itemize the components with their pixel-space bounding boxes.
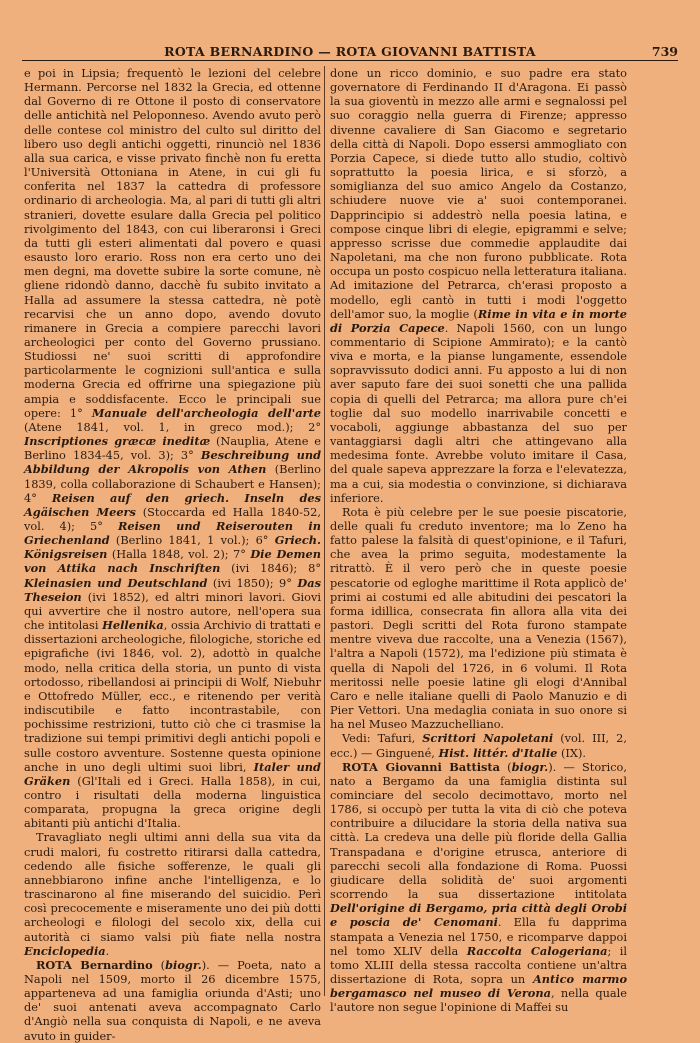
text-run: (Gl'Itali ed i Greci. Halla 1858), in cui, contro i risultati della moderna linguistica comparata, propugna la greca origine degli abitanti più antichi d'Italia. bbox=[24, 773, 321, 831]
italic-title: Kleinasien und Deutschland bbox=[24, 575, 208, 590]
text-run: (ivi 1852), ed altri minori lavori. Giovi qui avvertire che il nostro autore, nell'opera sua che intitolasi bbox=[24, 589, 321, 633]
text-run: (Atene 1841, vol. 1, in greco mod.); 2° bbox=[24, 419, 321, 434]
entry-heading: ROTA Bernardino bbox=[36, 957, 153, 972]
text-run: ( bbox=[152, 957, 166, 972]
italic-title: Antico marmo bergamasco nel museo di Verona bbox=[330, 972, 628, 1001]
running-header bbox=[22, 40, 678, 61]
right-column bbox=[330, 66, 627, 1014]
paragraph bbox=[24, 66, 321, 830]
paragraph bbox=[24, 830, 321, 957]
text-run: . Napoli 1560, con un lungo commentario di Scipione Ammirato); e la cantò viva e morta, e la pianse lungamente, essendole sopravvissuto dodici anni. Fu apposto a lui di non aver saputo fare dei suoi sonetti che una pallida copia di quelli del Petrarca; ma allora pure ch'ei toglie dal suo modello inarrivabile concetti e vocaboli, aggiunge abbastanza del suo per vantaggiarsi dagli altri che attingevano alla medesima fonte. Avrebbe voluto imitare il Casa, del quale sapeva apprezzare la forza e l'elevatezza, ma a cui, sia modestia o convinzione, si dichiarava inferiore. bbox=[330, 320, 627, 505]
text-run: ; il tomo XLIII della stessa raccolta contiene un'altra dissertazione di Rota, sopra un bbox=[330, 943, 627, 986]
text-run: , nella quale l'autore non segue l'opinione di Maffei su bbox=[330, 986, 627, 1015]
text-run: (ivi 1846); 8° bbox=[220, 561, 321, 576]
italic-title: Die Demen von Attika nach Inschriften bbox=[24, 547, 321, 576]
text-run: Travagliato negli ultimi anni della sua vita da crudi malori, fu costretto ritirarsi dalla cattedra, cedendo alle fisiche sofferenze, le quali gli annebbiarono infine anche l'intelligenza, e lo trascinarono al fine miserando del suicidio. Perì così precocemente e miseramente uno dei più dotti archeologi e filologi del secolo xix, della cui autorità ci siamo valsi più fiate nella nostra bbox=[24, 830, 321, 944]
italic-title: Scrittori Napoletani bbox=[422, 731, 554, 746]
text-run: e poi in Lipsia; frequentò le lezioni del celebre Hermann. Percorse nel 1832 la Grecia, ed ottenne dal Governo di re Ottone il posto di conservatore delle antichità nel Peloponneso. Avendo avuto però delle contese col ministro del culto sul diritto del libero uso degli antichi oggetti, rinunciò nel 1836 alla sua carica, e visse privato finchè non fu eretta l'Università Ottoniana in Atene, in cui gli fu conferita nel 1837 la cattedra di professore ordinario di archeologia. Ma, al pari di tutti gli altri stranieri, dovette esulare dalla Grecia pel politico rivolgimento del 1843, con cui liberaronsi i Greci da tutti gli esteri alimentati dal povero e quasi esausto loro erario. Ross non era certo uno dei men degni, ma dovette subire la sorte comune, nè gliene ridondò danno, dacchè fu subito invitato a Halla ad assumere la stessa cattedra, nè potè recarvisi che un anno dopo, avendo dovuto rimanere in Grecia a compiere parecchi lavori archeologici per conto del Governo prussiano. Studiossi ne' suoi scritti di approfondire particolarmente le cognizioni sull'antica e sulla moderna Grecia ed offrirne una spiegazione più ampia e soddisfacente. Ecco le principali sue opere: 1° bbox=[24, 66, 322, 420]
italic-title: Italer und Gräken bbox=[24, 759, 321, 788]
text-run: Rota è più celebre per le sue poesie piscatorie, delle quali fu creduto inventore; ma lo Zeno ha fatto palese la falsità di quest'opinione, e il Tafuri, che avea la primo seguita, modestamente la ritrattò. È il vero però che in queste poesie pescatorie od egloghe marittime il Rota applicò de' primi ai costumi ed alle abitudini dei pescatori la forma idillica, consecrata fin allora alla vita dei pastori. Degli scritti del Rota furono stampate mentre viveva due raccolte, una a Venezia (1567), l'altra a Napoli (1572), ma l'edizione più stimata è quella di Napoli del 1726, in 6 volumi. Il Rota meritossi nelle poesie latine gli elogi d'Annibal Caro e nelle italiane quelli di Paolo Manuzio e di Pier Vettori. Una medaglia coniata in suo onore si ha nel Museo Mazzuchelliano. bbox=[330, 504, 627, 732]
text-run: . Ella fu dapprima stampata a Venezia nel 1750, e ricomparve dappoi nel tomo XLIV della bbox=[330, 915, 627, 958]
paragraph bbox=[330, 66, 627, 505]
paragraph bbox=[24, 958, 321, 1043]
italic-title: Dell'origine di Bergamo, pria città degli Orobi e poscia de' Cenomani bbox=[330, 901, 627, 930]
text-run: (Berlino 1839, colla collaborazione di Schaubert e Hansen); 4° bbox=[24, 462, 321, 505]
italic-title: Manuale dell'archeologia dell'arte bbox=[91, 405, 321, 420]
text-run: ). — Poeta, nato a Napoli nel 1509, morto il 26 dicembre 1575, apparteneva ad una famiglia oriunda d'Asti; uno de' suoi antenati aveva accompagnato Carlo d'Angiò nella sua conquista di Napoli, e ne aveva avuto in guider- bbox=[24, 957, 321, 1043]
italic-title: Reisen auf den griech. Inseln des Agäischen Meers bbox=[24, 490, 322, 519]
text-run: (ivi 1850); 9° bbox=[207, 575, 298, 590]
paragraph bbox=[330, 505, 627, 732]
text-run: , ossia Archivio di trattati e dissertazioni archeologiche, filologiche, storiche ed epigrafiche (ivi 1846, vol. 2), adottò in qualche modo, nella critica della storia, un punto di vista ortodosso, ribellandosi ai principii di Wolf, Niebuhr e Ottofredo Müller, ecc., e ritenendo per verità indiscutibile e fatto incontrastabile, con pochissime restrizioni, tutto ciò che ci trasmise la tradizione sui tempi primitivi degli antichi popoli e sulle costoro avventure. Sostenne questa opinione anche in uno degli ultimi suoi libri, bbox=[24, 618, 321, 774]
italic-title: biogr. bbox=[165, 957, 202, 972]
italic-title: Das Theseion bbox=[24, 575, 321, 604]
text-run: ( bbox=[500, 759, 512, 774]
italic-title: biogr. bbox=[511, 759, 549, 774]
text-run: . bbox=[105, 943, 110, 958]
entry-heading: ROTA Giovanni Battista bbox=[342, 759, 500, 774]
text-run: (vol. III, 2, ecc.) — Ginguené, bbox=[330, 731, 627, 760]
header-title: ROTA BERNARDINO — ROTA GIOVANNI BATTISTA bbox=[164, 44, 536, 59]
text-run: ). — Storico, nato a Bergamo da una famiglia distinta sul cominciare del secolo decimottavo, morto nel 1786, si occupò per tutta la vita di ciò che poteva contribuire a dilucidare la storia della nativa sua città. La credeva una delle più floride della Gallia Transpadana e d'origine etrusca, anteriore di parecchi secoli alla fondazione di Roma. Puossi giudicare della solidità de' suoi argomenti scorrendo la sua dissertazione intitolata bbox=[330, 759, 627, 902]
italic-title: Hellenika bbox=[102, 618, 164, 633]
text-run: (Nauplia, Atene e Berlino 1834-45, vol. 3); 3° bbox=[24, 434, 321, 463]
italic-title: Beschreibung und Abbildung der Akropolis von Athen bbox=[24, 448, 321, 477]
italic-title: Hist. littér. d'Italie bbox=[438, 745, 558, 760]
italic-title: Griech. Königsreisen bbox=[24, 533, 321, 562]
italic-title: Enciclopedia bbox=[24, 943, 106, 958]
paragraph bbox=[330, 731, 627, 759]
left-column bbox=[24, 66, 321, 1043]
italic-title: Reisen und Reiserouten in Griechenland bbox=[24, 519, 321, 548]
italic-title: Inscriptiones græcæ ineditæ bbox=[24, 434, 211, 449]
text-run: Vedi: Tafuri, bbox=[342, 731, 423, 746]
text-run: (IX). bbox=[557, 745, 586, 760]
page-number: 739 bbox=[651, 44, 678, 59]
text-run: (Stoccarda ed Halla 1840-52, vol. 4); 5° bbox=[24, 504, 321, 533]
text-run: done un ricco dominio, e suo padre era stato governatore di Ferdinando II d'Aragona. Ei passò la sua gioventù in mezzo alle armi e segnalossi pel suo coraggio nella guerra di Firenze; appresso divenne cavaliere di San Giacomo e segretario della città di Napoli. Dopo essersi ammogliato con Porzia Capece, si diede tutto allo studio, coltivò soprattutto la poesia lirica, e si sforzò, a somiglianza del suo amico Angelo da Costanzo, schiudere nuove vie a' suoi contemporanei. Dapprincipio si addestrò nella poesia latina, e compose cinque libri di elegie, epigrammi e selve; appresso scrisse due commedie applaudite dai Napoletani, ma che non furono pubblicate. Rota occupa un posto cospicuo nella letteratura italiana. Ad imitazione del Petrarca, ch'erasi proposto a modello, egli cantò in tutti i modi l'oggetto dell'amor suo, la moglie ( bbox=[330, 66, 627, 321]
italic-title: Raccolta Calogeriana bbox=[466, 943, 608, 958]
text-run: (Halla 1848, vol. 2); 7° bbox=[107, 547, 251, 562]
column-divider bbox=[324, 66, 325, 996]
paragraph bbox=[330, 760, 627, 1015]
italic-title: Rime in vita e in morte di Porzia Capece bbox=[330, 306, 627, 335]
text-run: (Berlino 1841, 1 vol.); 6° bbox=[109, 533, 275, 548]
